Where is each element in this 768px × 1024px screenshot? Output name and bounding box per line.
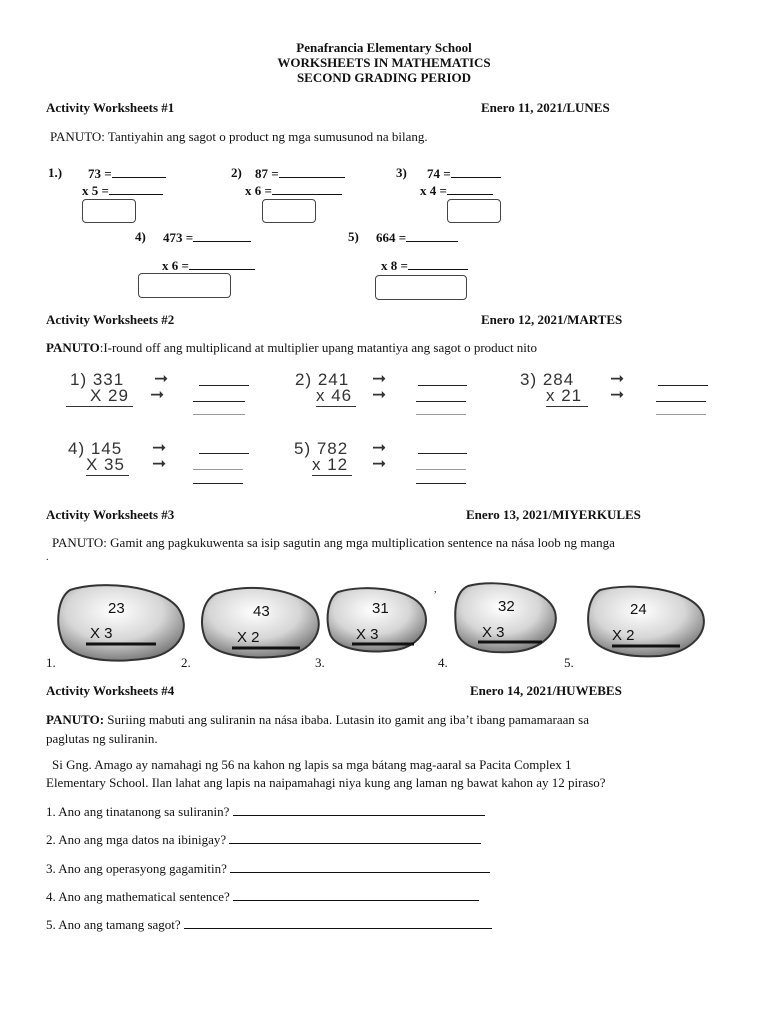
- item-line-a: 87 =: [255, 165, 345, 182]
- arrow-right-icon: ➞: [152, 454, 168, 473]
- multiplicand: 1) 331: [70, 370, 125, 389]
- worksheet-title: WORKSHEETS IN MATHEMATICS: [277, 55, 491, 70]
- multiplier: X 35: [86, 455, 129, 476]
- arrow-right-icon: ➞: [610, 369, 626, 388]
- item-number: 3): [396, 165, 407, 180]
- ws4-date: Enero 14, 2021/HUWEBES: [470, 683, 622, 698]
- multiplier: x 21: [546, 386, 588, 407]
- item-line-a: 664 =: [376, 229, 458, 246]
- mango-3-top: 31: [372, 600, 389, 617]
- item-number: 2): [231, 165, 242, 180]
- answer-line[interactable]: [418, 385, 467, 386]
- answer-box[interactable]: [447, 199, 501, 223]
- question-4: 4. Ano ang mathematical sentence?: [46, 888, 479, 905]
- mango-label-4: 4.: [438, 655, 448, 670]
- word-problem-line-2: Elementary School. Ilan lahat ang lapis na naipamahagi niya kung ang laman ng bawat kahon ay 12 piraso?: [46, 775, 606, 790]
- ws2-date: Enero 12, 2021/MARTES: [481, 312, 623, 327]
- answer-line[interactable]: [656, 414, 706, 415]
- answer-box[interactable]: [82, 199, 136, 223]
- arrow-right-icon: ➞: [154, 369, 170, 388]
- mango-4-top: 32: [498, 598, 515, 615]
- mango-label-3: 3.: [315, 655, 325, 670]
- grading-period: SECOND GRADING PERIOD: [296, 70, 472, 85]
- arrow-right-icon: ➞: [372, 454, 388, 473]
- answer-line[interactable]: [416, 483, 466, 484]
- answer-line[interactable]: [193, 469, 243, 470]
- arrow-right-icon: ➞: [372, 369, 388, 388]
- answer-line[interactable]: [416, 414, 466, 415]
- question-5: 5. Ano ang tamang sagot?: [46, 916, 492, 933]
- mango-label-2: 2.: [181, 655, 191, 670]
- ws3-date: Enero 13, 2021/MIYERKULES: [466, 507, 641, 522]
- mango-3-bottom: X 3: [356, 626, 379, 643]
- item-line-a: 473 =: [163, 229, 251, 246]
- item-line-b: x 6 =: [162, 257, 255, 274]
- word-problem-line-1: Si Gng. Amago ay namahagi ng 56 na kahon ng lapis sa mga bátang mag-aaral sa Pacita Complex 1: [52, 757, 572, 772]
- multiplier: x 46: [316, 386, 356, 407]
- ws4-title: Activity Worksheets #4: [46, 683, 175, 698]
- answer-line[interactable]: [416, 469, 466, 470]
- ws3-title: Activity Worksheets #3: [46, 507, 175, 522]
- mango-1-bottom: X 3: [90, 625, 113, 642]
- school-name: Penafrancia Elementary School: [296, 40, 472, 55]
- mango-label-5: 5.: [564, 655, 574, 670]
- arrow-right-icon: ➞: [610, 385, 626, 404]
- item-line-b: x 6 =: [245, 182, 342, 199]
- item-number: 4): [135, 229, 146, 244]
- answer-line[interactable]: [184, 916, 492, 929]
- answer-box[interactable]: [262, 199, 316, 223]
- question-3: 3. Ano ang operasyong gagamitin?: [46, 860, 490, 877]
- stray-mark: .: [46, 552, 49, 563]
- mango-1-top: 23: [108, 600, 125, 617]
- multiplier: x 12: [312, 455, 352, 476]
- answer-line[interactable]: [193, 414, 245, 415]
- answer-box[interactable]: [375, 275, 467, 300]
- answer-line[interactable]: [230, 860, 490, 873]
- ws1-title: Activity Worksheets #1: [46, 100, 175, 115]
- answer-line[interactable]: [199, 453, 249, 454]
- ws3-instruction: PANUTO: Gamit ang pagkukuwenta sa isip sagutin ang mga multiplication sentence na nása loob ng manga: [52, 535, 615, 550]
- answer-line[interactable]: [229, 831, 481, 844]
- item-line-a: 73 =: [88, 165, 166, 182]
- answer-line[interactable]: [416, 401, 466, 402]
- arrow-right-icon: ➞: [372, 385, 388, 404]
- item-line-b: x 5 =: [82, 182, 163, 199]
- question-1: 1. Ano ang tinatanong sa suliranin?: [46, 803, 485, 820]
- answer-line[interactable]: [658, 385, 708, 386]
- multiplicand: 2) 241: [295, 370, 350, 389]
- ws2-title: Activity Worksheets #2: [46, 312, 175, 327]
- mango-shape-1: [58, 585, 184, 660]
- question-2: 2. Ano ang mga datos na ibinigay?: [46, 831, 481, 848]
- answer-line[interactable]: [656, 401, 706, 402]
- ws4-instruction: PANUTO: Suriing mabuti ang suliranin na nása ibaba. Lutasin ito gamit ang iba’t ibang pamamaraan sa: [46, 712, 589, 727]
- ws4-instruction-cont: paglutas ng suliranin.: [46, 731, 158, 746]
- multiplier: X 29: [66, 386, 133, 407]
- item-number: 1.): [48, 165, 63, 180]
- ws1-date: Enero 11, 2021/LUNES: [481, 100, 610, 115]
- mango-5-top: 24: [630, 601, 647, 618]
- item-line-b: x 4 =: [420, 182, 493, 199]
- multiplicand: 4) 145: [68, 439, 123, 458]
- answer-line[interactable]: [193, 483, 243, 484]
- multiplicand: 5) 782: [294, 439, 349, 458]
- answer-line[interactable]: [233, 803, 485, 816]
- arrow-right-icon: ➞: [150, 385, 166, 404]
- item-line-b: x 8 =: [381, 257, 468, 274]
- arrow-right-icon: ➞: [372, 438, 388, 457]
- answer-line[interactable]: [193, 401, 245, 402]
- stray-mark: ,: [434, 584, 437, 595]
- arrow-right-icon: ➞: [152, 438, 168, 457]
- answer-line[interactable]: [418, 453, 467, 454]
- mango-4-bottom: X 3: [482, 624, 505, 641]
- answer-box[interactable]: [138, 273, 231, 298]
- multiplicand: 3) 284: [520, 370, 575, 389]
- item-line-a: 74 =: [427, 165, 501, 182]
- mango-label-1: 1.: [46, 655, 56, 670]
- item-number: 5): [348, 229, 359, 244]
- mango-2-top: 43: [253, 603, 270, 620]
- answer-line[interactable]: [233, 888, 479, 901]
- answer-line[interactable]: [199, 385, 249, 386]
- mango-illustrations: [0, 580, 768, 670]
- mango-5-bottom: X 2: [612, 627, 635, 644]
- ws1-instruction: PANUTO: Tantiyahin ang sagot o product ng mga sumusunod na bilang.: [50, 129, 428, 144]
- mango-2-bottom: X 2: [237, 629, 260, 646]
- ws2-instruction: PANUTO:I-round off ang multiplicand at multiplier upang matantiya ang sagot o product nito: [46, 340, 538, 355]
